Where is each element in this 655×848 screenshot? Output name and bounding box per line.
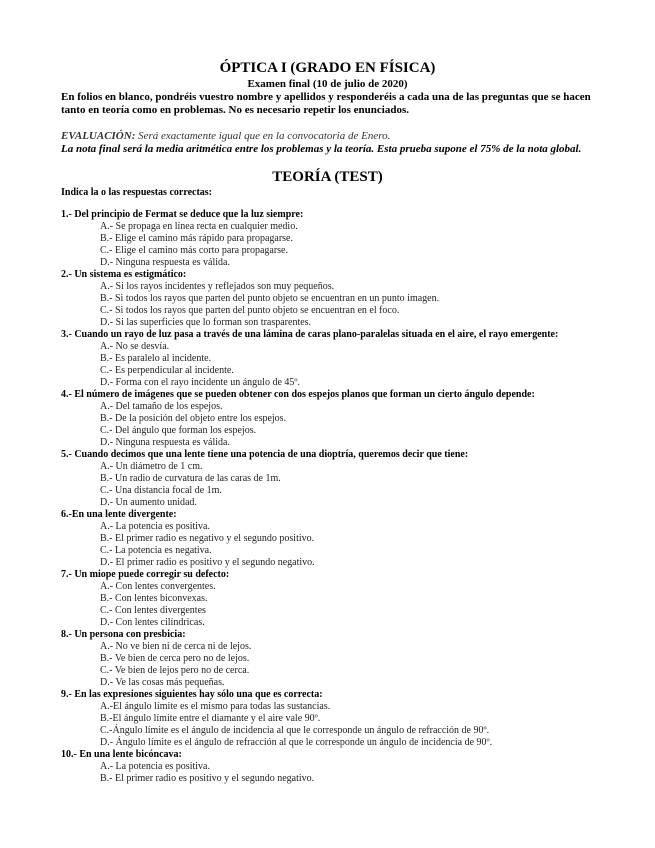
option-6b: B.- El primer radio es negativo y el segundo positivo. [100, 533, 315, 544]
question-2: 2.- Un sistema es estigmático: [61, 269, 187, 280]
question-1: 1.- Del principio de Fermat se deduce que la luz siempre: [61, 209, 304, 220]
option-1d: D.- Ninguna respuesta es válida. [100, 257, 230, 268]
option-2b: B.- Si todos los rayos que parten del punto objeto se encuentran en un punto imagen. [100, 293, 440, 304]
option-1a: A.- Se propaga en línea recta en cualquier medio. [100, 221, 298, 232]
option-9c: C.-Ángulo límite es el ángulo de incidencia al que le corresponde un ángulo de refracción de 90º. [100, 725, 490, 736]
option-1b: B.- Elige el camino más rápido para propagarse. [100, 233, 293, 244]
option-8c: C.- Ve bien de lejos pero no de cerca. [100, 665, 250, 676]
option-3c: C.- Es perpendicular al incidente. [100, 365, 234, 376]
question-3: 3.- Cuando un rayo de luz pasa a través de una lámina de caras plano-paralelas situada en el aire, el rayo emergente: [61, 329, 559, 340]
option-5b: B.- Un radio de curvatura de las caras de 1m. [100, 473, 281, 484]
question-6: 6.-En una lente divergente: [61, 509, 177, 520]
answer-prompt: Indica la o las respuestas correctas: [61, 187, 213, 198]
option-2a: A.- Si los rayos incidentes y reflejados son muy pequeños. [100, 281, 335, 292]
exam-title: ÓPTICA I (GRADO EN FÍSICA) [219, 60, 436, 76]
question-10: 10.- En una lente bicóncava: [61, 749, 182, 760]
evaluation-label: EVALUACIÓN: [61, 130, 136, 142]
option-4c: C.- Del ángulo que forman los espejos. [100, 425, 257, 436]
exam-subtitle: Examen final (10 de julio de 2020) [247, 78, 408, 90]
option-10b: B.- El primer radio es positivo y el segundo negativo. [100, 773, 315, 784]
question-8: 8.- Un persona con presbicia: [61, 629, 186, 640]
option-7d: D.- Con lentes cilíndricas. [100, 617, 205, 628]
option-6d: D.- El primer radio es positivo y el segundo negativo. [100, 557, 315, 568]
question-4: 4.- El número de imágenes que se pueden obtener con dos espejos planos que forman un cierto ángulo depende: [61, 389, 535, 400]
section-title: TEORÍA (TEST) [272, 169, 383, 185]
option-3b: B.- Es paralelo al incidente. [100, 353, 212, 364]
option-9d: D.- Ángulo límite es el ángulo de refracción al que le corresponde un ángulo de incidencia de 90º. [100, 737, 493, 748]
option-1c: C.- Elige el camino más corto para propagarse. [100, 245, 288, 256]
option-4a: A.- Del tamaño de los espejos. [100, 401, 223, 412]
final-grade-note: La nota final será la media aritmética entre los problemas y la teoría. Esta prueba supone el 75% de la nota global. [61, 143, 582, 155]
option-6a: A.- La potencia es positiva. [100, 521, 210, 532]
option-8b: B.- Ve bien de cerca pero no de lejos. [100, 653, 250, 664]
option-3d: D.- Forma con el rayo incidente un ángulo de 45º. [100, 377, 300, 388]
question-7: 7.- Un miope puede corregir su defecto: [61, 569, 230, 580]
option-5a: A.- Un diámetro de 1 cm. [100, 461, 203, 472]
option-2d: D.- Si las superficies que lo forman son trasparentes. [100, 317, 312, 328]
option-5c: C.- Una distancia focal de 1m. [100, 485, 222, 496]
option-6c: C.- La potencia es negativa. [100, 545, 212, 556]
option-9a: A.-El ángulo límite es el mismo para todas las sustancias. [100, 701, 331, 712]
option-7c: C.- Con lentes divergentes [100, 605, 206, 616]
option-9b: B.-El ángulo límite entre el diamante y el aire vale 90º. [100, 713, 321, 724]
option-10a: A.- La potencia es positiva. [100, 761, 210, 772]
option-7a: A.- Con lentes convergentes. [100, 581, 216, 592]
option-5d: D.- Un aumento unidad. [100, 497, 197, 508]
option-8d: D.- Ve las cosas más pequeñas. [100, 677, 225, 688]
option-4b: B.- De la posición del objeto entre los espejos. [100, 413, 287, 424]
question-5: 5.- Cuando decimos que una lente tiene una potencia de una dioptría, queremos decir que tiene: [61, 449, 469, 460]
evaluation-note [61, 130, 601, 143]
evaluation-text: Será exactamente igual que en la convocatoria de Enero. [135, 130, 391, 142]
option-4d: D.- Ninguna respuesta es válida. [100, 437, 230, 448]
option-2c: C.- Si todos los rayos que parten del punto objeto se encuentran en el foco. [100, 305, 400, 316]
option-7b: B.- Con lentes biconvexas. [100, 593, 208, 604]
exam-instructions: En folios en blanco, pondréis vuestro nombre y apellidos y responderéis a cada una de las preguntas que se hacen tanto en teoría como en problemas. No es necesario repetir los enunciados. [61, 91, 591, 116]
option-3a: A.- No se desvía. [100, 341, 170, 352]
option-8a: A.- No ve bien ni de cerca ni de lejos. [100, 641, 252, 652]
question-9: 9.- En las expresiones siguientes hay sólo una que es correcta: [61, 689, 323, 700]
